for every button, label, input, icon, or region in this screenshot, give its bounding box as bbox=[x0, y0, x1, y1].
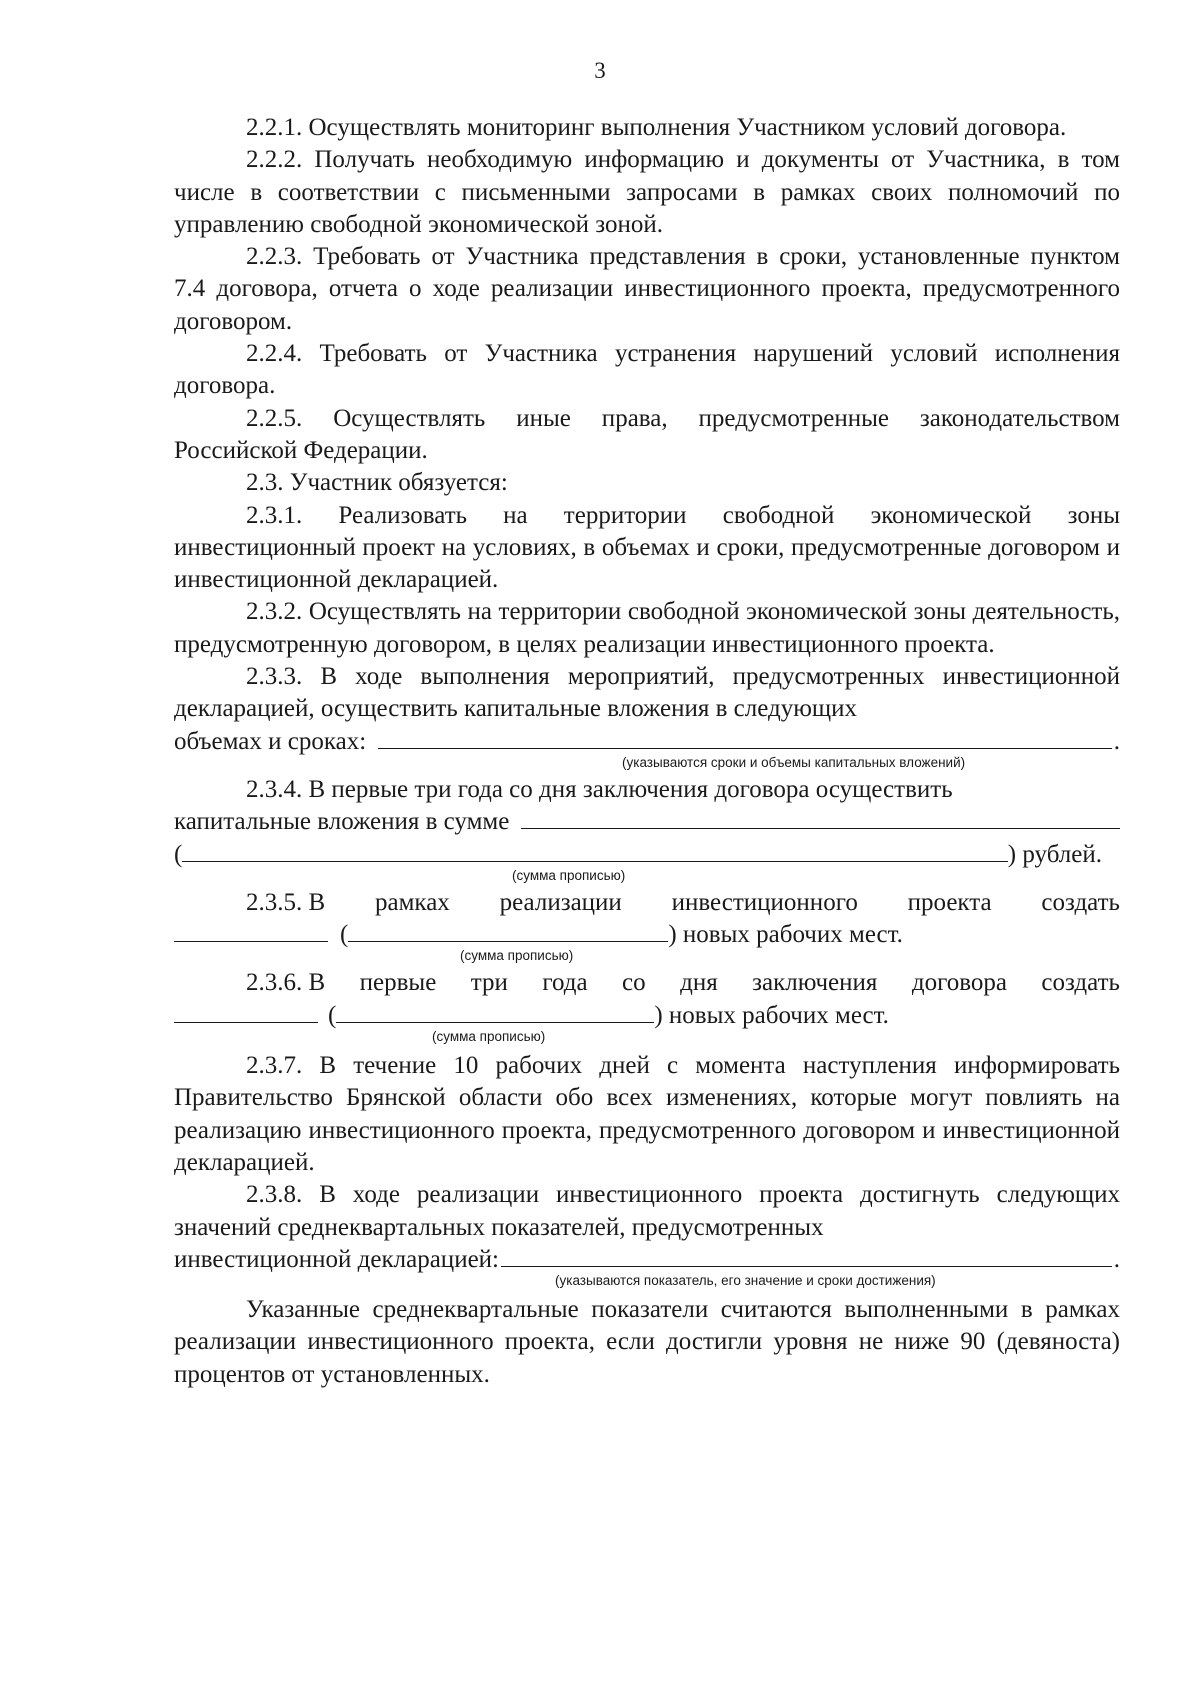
clause-2-3-4-open-paren: ( bbox=[174, 840, 183, 868]
clause-2-3-5-word: инвестиционного bbox=[671, 888, 858, 916]
clause-2-3-6-open-paren: ( bbox=[328, 1001, 337, 1029]
clause-2-3-7: 2.3.7. В течение 10 рабочих дней с момента наступления информировать Правительство Брянской области обо всех изменениях, которые могут повлиять на реализацию инвестиционного проекта, предусмотренного договором и инвестиционной декларацией. bbox=[174, 1052, 1120, 1176]
clause-2-3-6-text bbox=[174, 967, 1120, 999]
clause-2-3-6-word: создать bbox=[1041, 969, 1120, 997]
clause-2-3-5-word: создать bbox=[1041, 888, 1120, 916]
clause-2-3-6-line2 bbox=[174, 1000, 1120, 1032]
clause-2-3-5-open-paren: ( bbox=[340, 921, 349, 949]
clause-2-3-4-line2-text: капитальные вложения в сумме bbox=[174, 808, 510, 836]
document-body bbox=[174, 112, 1120, 1391]
clause-2-3-5 bbox=[174, 887, 1120, 964]
clause-2-3-8-text: 2.3.8. В ходе реализации инвестиционного проекта достигнуть следующих значений среднеквартальных показателей, предусмотренных bbox=[174, 1181, 1120, 1241]
clause-2-3: 2.3. Участник обязуется: bbox=[246, 469, 508, 497]
clause-2-3-4-line3 bbox=[174, 839, 1120, 871]
clause-2-3-4-caption: (сумма прописью) bbox=[512, 867, 626, 883]
clause-2-3-6 bbox=[174, 967, 1120, 1044]
clause-2-3-8 bbox=[174, 1179, 1120, 1288]
clause-2-3-5-close: ) новых рабочих мест. bbox=[668, 921, 903, 949]
clause-2-3-4 bbox=[174, 774, 1120, 883]
investment-sum-blank[interactable] bbox=[521, 806, 1120, 829]
clause-2-3-5-word: рамках bbox=[375, 888, 450, 916]
clause-2-3-4-close: ) рублей. bbox=[1007, 840, 1102, 868]
clause-2-3-8-tail: инвестиционной декларацией: bbox=[174, 1245, 499, 1273]
investment-sum-words-blank[interactable] bbox=[182, 839, 1007, 862]
clause-2-3-5-text bbox=[174, 887, 1120, 919]
clause-2-3-3-caption: (указываются сроки и объемы капитальных вложений) bbox=[622, 754, 966, 770]
clause-2-3-6-word: 2.3.6. В bbox=[246, 969, 326, 997]
clause-2-3-6-caption: (сумма прописью) bbox=[432, 1029, 546, 1045]
clause-2-3-3 bbox=[174, 661, 1120, 770]
clause-2-3-6-word: договора bbox=[911, 969, 1007, 997]
clause-2-3-8-end: . bbox=[1113, 1245, 1120, 1273]
clause-2-3-3-fill-line bbox=[174, 726, 1120, 758]
clause-2-3-8-caption: (указываются показатель, его значение и сроки достижения) bbox=[555, 1273, 936, 1289]
clause-2-3-5-caption: (сумма прописью) bbox=[460, 948, 574, 964]
clause-2-2-5: 2.2.5. Осуществлять иные права, предусмотренные законодательством Российской Федерации. bbox=[174, 404, 1120, 464]
clause-2-3-4-line2 bbox=[174, 806, 1120, 838]
clause-2-3-6-word: дня bbox=[680, 969, 718, 997]
clause-2-2-2: 2.2.2. Получать необходимую информацию и документы от Участника, в том числе в соответствии с письменными запросами в рамках своих полномочий по управлению свободной экономической зоной. bbox=[174, 146, 1120, 238]
new-jobs-3yr-words-blank[interactable] bbox=[336, 1000, 654, 1023]
clause-2-3-1: 2.3.1. Реализовать на территории свободной экономической зоны инвестиционный проект на условиях, в объемах и сроки, предусмотренные договором и инвестиционной декларацией. bbox=[174, 501, 1120, 594]
clause-2-3-5-word: реализации bbox=[499, 888, 622, 916]
clause-2-3-5-word: 2.3.5. В bbox=[246, 888, 326, 916]
new-jobs-3yr-number-blank[interactable] bbox=[174, 1000, 318, 1023]
clause-2-3-6-word: заключения bbox=[752, 969, 878, 997]
new-jobs-words-blank[interactable] bbox=[348, 919, 668, 942]
clause-2-3-3-text: 2.3.3. В ходе выполнения мероприятий, предусмотренных инвестиционной декларацией, осуществить капитальные вложения в следующих bbox=[174, 663, 1120, 723]
clause-2-3-6-word: три bbox=[470, 969, 508, 997]
capital-investment-blank[interactable] bbox=[378, 726, 1112, 749]
clause-2-2-1: 2.2.1. Осуществлять мониторинг выполнения Участником условий договора. bbox=[246, 114, 1067, 141]
clause-2-2-3: 2.2.3. Требовать от Участника представления в сроки, установленные пунктом 7.4 договора, отчета о ходе реализации инвестиционного проекта, предусмотренного договором. bbox=[174, 243, 1120, 335]
clause-2-2-4: 2.2.4. Требовать от Участника устранения нарушений условий исполнения договора. bbox=[174, 340, 1120, 400]
clause-2-3-2: 2.3.2. Осуществлять на территории свободной экономической зоны деятельность, предусмотренную договором, в целях реализации инвестиционного проекта. bbox=[174, 598, 1120, 658]
clause-2-3-3-tail: объемах и сроках: bbox=[174, 727, 367, 755]
clause-2-3-6-close: ) новых рабочих мест. bbox=[654, 1001, 889, 1029]
clause-2-3-3-end: . bbox=[1113, 727, 1120, 755]
indicators-blank[interactable] bbox=[501, 1244, 1112, 1267]
clause-2-3-6-word: со bbox=[622, 969, 646, 997]
clause-2-3-6-word: первые bbox=[359, 969, 437, 997]
clause-2-3-8-fill-line bbox=[174, 1244, 1120, 1276]
clause-2-3-5-line2 bbox=[174, 919, 1120, 951]
page-number: 3 bbox=[594, 58, 606, 83]
new-jobs-number-blank[interactable] bbox=[174, 919, 328, 942]
clause-2-3-5-word: проекта bbox=[907, 888, 992, 916]
final-paragraph: Указанные среднеквартальные показатели считаются выполненными в рамках реализации инвестиционного проекта, если достигли уровня не ниже 90 (девяноста) процентов от установленных. bbox=[174, 1296, 1120, 1388]
clause-2-3-6-word: года bbox=[542, 969, 588, 997]
clause-2-3-4-text: 2.3.4. В первые три года со дня заключения договора осуществить bbox=[246, 775, 953, 803]
